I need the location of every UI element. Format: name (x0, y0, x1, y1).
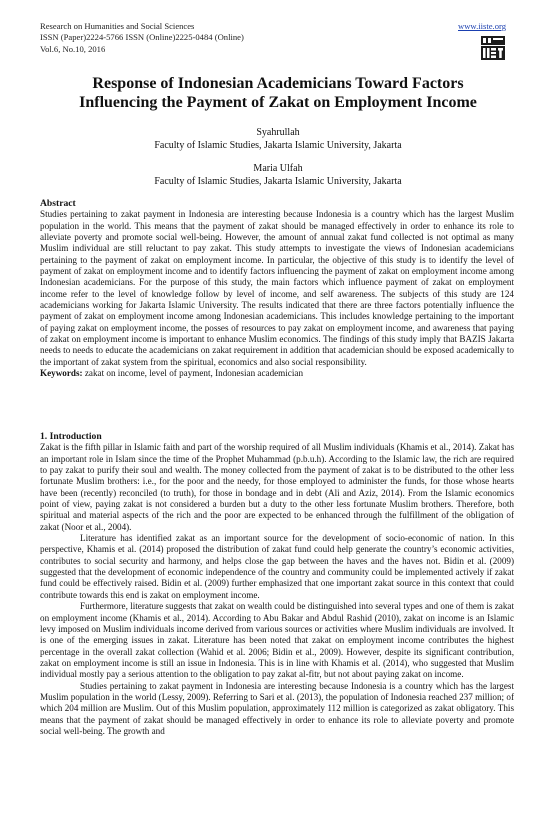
introduction-section (40, 431, 514, 737)
paper-title (30, 75, 526, 112)
paragraph: Furthermore, literature suggests that zakat on wealth could be distinguished into several types and one of them is zakat on employment income (Khamis et al., 2014). According to Abu Bakar and Abdul Rashid (2010), zakat on income is an Islamic levy imposed on Muslim individuals income derived from various sources or activities where Muslim individuals are involved. It is one of the emerging issues in zakat. Literature has been noted that zakat on employment income contributes the highest percentage in the overall zakat collection (Wahid et al. 2006; Bidin et al., 2009). However, despite its significant contribution, zakat on employment income is still an issue in Indonesia. This is in line with Khamis et al. (2014), who suggested that Muslim individual mostly pay a serious attention to the obligation to pay zakat al-fitr, but not about paying zakat on income. (40, 601, 514, 680)
journal-header (40, 21, 244, 55)
journal-volume: Vol.6, No.10, 2016 (40, 43, 106, 54)
author-name: Maria Ulfah (253, 163, 303, 174)
paper-title-line-2: Influencing the Payment of Zakat on Employment Income (79, 93, 477, 111)
journal-issn: ISSN (Paper)2224-5766 ISSN (Online)2225-0484 (Online) (40, 32, 244, 43)
author-affiliation: Faculty of Islamic Studies, Jakarta Islamic University, Jakarta (154, 139, 402, 151)
paragraph: Studies pertaining to zakat payment in Indonesia are interesting because Indonesia is a country which has the largest Muslim population in the world (Lessy, 2009). Referring to Sari et al. (2013), the population of Indonesia reached 237 million; of which 204 million are Muslim. Out of this Muslim population, approximately 112 million is categorized as zakat obligatory. This means that the payment of zakat should be managed effectively in order to enhance its role to alleviate poverty and promote social well-being. The growth and (40, 680, 514, 736)
author-block-2 (30, 163, 526, 188)
paragraph: Zakat is the fifth pillar in Islamic faith and part of the worship required of all Muslim individuals (Khamis et al., 2014). Zakat has an important role in Islam since the time of the Prophet Muhammad (p.b.u.h). According to the Islamic law, the rich are required to pay zakat to purify their soul and wealth. The money collected from the payment of zakat is to be distributed to the other less fortunate Muslim brothers: i.e., for the poor and the needy, for those employed to administer the funds, for those whose hearts have been (recently) reconciled (to truth), for those in bondage and in debt (Ali and Aziz, 2014). From the Islamic economics point of view, paying zakat is not considered a burden but a duty to the other less fortunate Muslim brothers. Therefore, both spiritual and material aspects of the rich and the poor are expected to be enhanced through the fulfillment of the obligation of zakat (Noor et al., 2004). (40, 442, 514, 532)
journal-name: Research on Humanities and Social Sciences (40, 21, 195, 31)
keywords-line (40, 368, 514, 379)
paper-title-line-1: Response of Indonesian Academicians Toward Factors (92, 75, 464, 92)
abstract-text: Studies pertaining to zakat payment in Indonesia are interesting because Indonesia is a country which has the largest Muslim population in the world. This means that the payment of zakat should be managed effectively in order to enhance its role to alleviate poverty and promote social well-being. However, the amount of annual zakat fund collected is not optimal as many Muslim individual are still reluctant to pay zakat. This study attempts to investigate the views of Indonesian academicians pertaining to the payment of zakat on employment income. In particular, the objective of this study is to identify the level of payment of zakat on employment income and to identify factors influencing the payment of zakat on employment income among Indonesian academicians. For the purpose of this study, the main factors which influence payment of zakat on employment income refer to the level of knowledge follow by level of income, and self awareness. The subjects of this study are 124 academicians working for Jakarta Islamic University. The results indicated that there are three factors potentially influence the payment of zakat on employment income among Indonesian academicians. This includes knowledge pertaining to the important of paying zakat on employment income, the posses of resources to pay zakat on employment income, and awareness that paying of zakat on employment income is important to enhance Muslim economics. The findings of this study imply that BAZIS Jakarta needs to needs to educate the academicians on zakat requirement in addition that academician should be exposed academically to the important of zakat system from the spiritual, economics and also social responsibility. (40, 209, 514, 367)
paragraph: Literature has identified zakat as an important source for the development of socio-economic of nation. In this perspective, Khamis et al. (2014) proposed the distribution of zakat fund could help generate the country’s economic activities, contributes to social security and harmony, and helps close the gap between the haves and the haves not. Bidin et al. (2009) suggested that the development of economic independence of the country and community could be implemented actively if zakat fund could be effectively raised. Bidin et al. (2009) further emphasized that one important zakat source in this context that could contribute towards this end is zakat on employment income. (40, 533, 514, 600)
abstract-section (40, 198, 514, 380)
iiste-logo-icon (480, 35, 506, 61)
website-link[interactable]: www.iiste.org (458, 21, 506, 31)
author-name: Syahrullah (256, 127, 300, 138)
author-affiliation: Faculty of Islamic Studies, Jakarta Islamic University, Jakarta (154, 175, 402, 187)
author-block-1 (30, 127, 526, 152)
journal-header-right (444, 21, 506, 66)
keywords-label: Keywords: (40, 368, 83, 379)
keywords-text: zakat on income, level of payment, Indonesian academician (84, 368, 304, 379)
introduction-heading: 1. Introduction (40, 431, 102, 442)
abstract-heading: Abstract (40, 198, 76, 209)
